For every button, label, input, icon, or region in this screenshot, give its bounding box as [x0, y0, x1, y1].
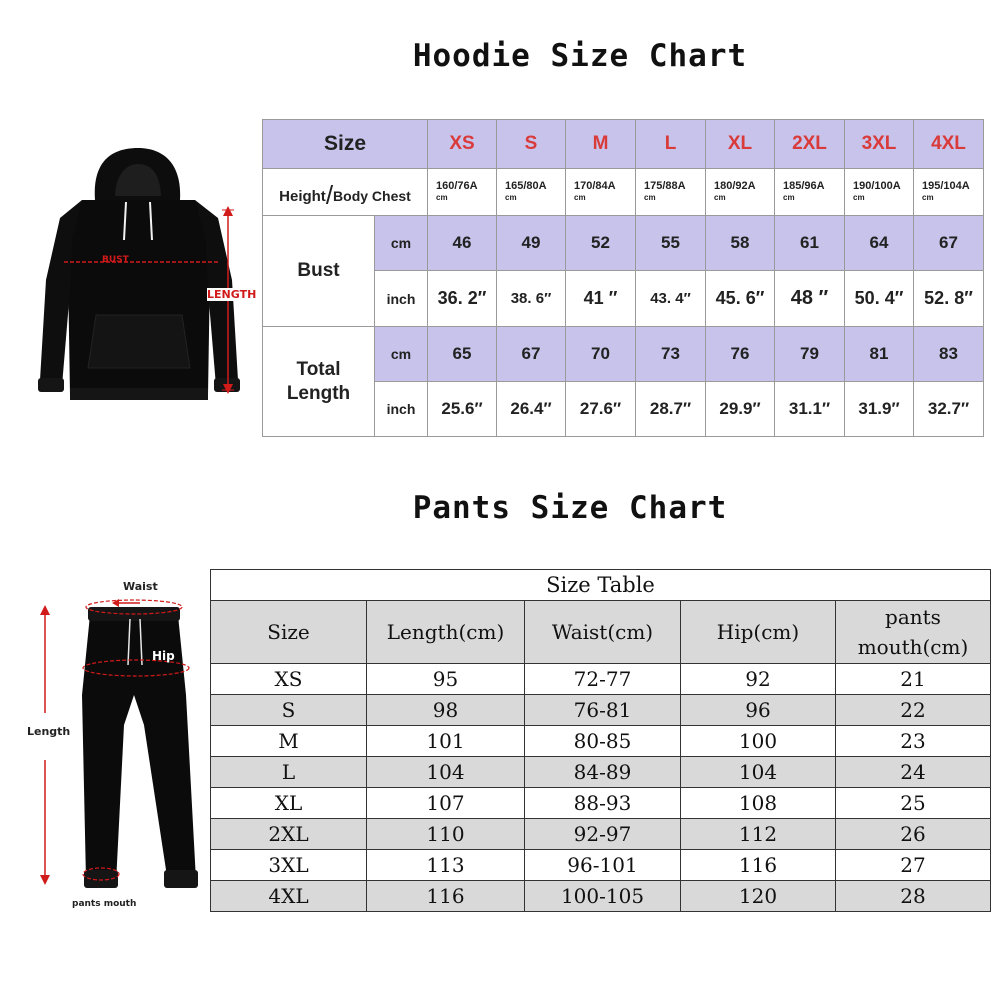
- hip-label: Hip: [152, 649, 175, 663]
- header-length: Length(cm): [367, 601, 525, 664]
- cell-waist: 100-105: [525, 881, 681, 912]
- cell-hip: 112: [681, 819, 836, 850]
- height-label: Height: [279, 187, 326, 205]
- bust-cm-value: 49: [497, 216, 566, 271]
- header-hip: Hip(cm): [681, 601, 836, 664]
- bust-cm-row: [263, 216, 984, 271]
- header-waist: Waist(cm): [525, 601, 681, 664]
- length-inch-value: 27.6″: [566, 382, 636, 437]
- length-cm-value: 76: [706, 327, 775, 382]
- cell-hip: 116: [681, 850, 836, 881]
- cell-mouth: 24: [836, 757, 991, 788]
- cell-hip: 104: [681, 757, 836, 788]
- cell-mouth: 26: [836, 819, 991, 850]
- length-cm-value: 65: [428, 327, 497, 382]
- length-inch-value: 29.9″: [706, 382, 775, 437]
- bust-cm-value: 46: [428, 216, 497, 271]
- cell-length: 95: [367, 664, 525, 695]
- pants-mouth-label: pants mouth: [72, 899, 137, 909]
- cell-waist: 72-77: [525, 664, 681, 695]
- size-xs: XS: [428, 120, 497, 169]
- cell-mouth: 23: [836, 726, 991, 757]
- table-row: [211, 819, 991, 850]
- bust-cm-value: 61: [775, 216, 845, 271]
- bust-cm-value: 67: [914, 216, 984, 271]
- cell-size: 3XL: [211, 850, 367, 881]
- total-length-line1: Total: [296, 358, 341, 380]
- cell-hip: 100: [681, 726, 836, 757]
- bust-label: BUST: [102, 255, 129, 265]
- height-chest-value: 185/96A cm: [775, 169, 845, 216]
- bust-inch-value: 38. 6″: [497, 271, 566, 327]
- cell-waist: 88-93: [525, 788, 681, 819]
- bust-cm-value: 52: [566, 216, 636, 271]
- length-label: LENGTH: [207, 288, 257, 301]
- length-inch-value: 31.1″: [775, 382, 845, 437]
- size-m: M: [566, 120, 636, 169]
- bust-inch-value: 45. 6″: [706, 271, 775, 327]
- bust-inch-value: 52. 8″: [914, 271, 984, 327]
- cell-hip: 120: [681, 881, 836, 912]
- length-cm-value: 70: [566, 327, 636, 382]
- height-chest-value: 190/100A cm: [845, 169, 914, 216]
- cell-waist: 92-97: [525, 819, 681, 850]
- bust-inch-unit: inch: [375, 271, 428, 327]
- bust-inch-value: 50. 4″: [845, 271, 914, 327]
- length-cm-value: 67: [497, 327, 566, 382]
- cell-waist: 76-81: [525, 695, 681, 726]
- bust-cm-unit: cm: [375, 216, 428, 271]
- size-header: Size: [263, 120, 428, 169]
- cell-size: 4XL: [211, 881, 367, 912]
- length-inch-value: 31.9″: [845, 382, 914, 437]
- size-3xl: 3XL: [845, 120, 914, 169]
- bust-cm-value: 55: [636, 216, 706, 271]
- hoodie-shape: [38, 148, 240, 400]
- pants-illustration: [20, 575, 210, 915]
- height-chest-value: 165/80A cm: [497, 169, 566, 216]
- cell-hip: 92: [681, 664, 836, 695]
- length-inch-value: 32.7″: [914, 382, 984, 437]
- cell-mouth: 22: [836, 695, 991, 726]
- cell-mouth: 21: [836, 664, 991, 695]
- length-inch-value: 25.6″: [428, 382, 497, 437]
- height-chest-value: 195/104A cm: [914, 169, 984, 216]
- pants-shape: [82, 599, 198, 888]
- cell-size: L: [211, 757, 367, 788]
- length-cm-unit: cm: [375, 327, 428, 382]
- pants-header-row: [211, 601, 991, 664]
- cell-length: 104: [367, 757, 525, 788]
- height-chest-value: 175/88A cm: [636, 169, 706, 216]
- pants-length-label: Length: [27, 725, 71, 738]
- hoodie-size-table: [262, 119, 984, 437]
- length-cm-value: 83: [914, 327, 984, 382]
- pants-caption-row: [211, 570, 991, 601]
- cell-size: XS: [211, 664, 367, 695]
- table-row: [211, 881, 991, 912]
- cell-size: XL: [211, 788, 367, 819]
- table-row: [211, 664, 991, 695]
- size-l: L: [636, 120, 706, 169]
- cell-hip: 108: [681, 788, 836, 819]
- height-chest-label: [263, 169, 428, 216]
- bust-label-cell: Bust: [263, 216, 375, 327]
- cell-length: 116: [367, 881, 525, 912]
- cell-waist: 84-89: [525, 757, 681, 788]
- hoodie-size-header-row: [263, 120, 984, 169]
- cell-size: S: [211, 695, 367, 726]
- size-s: S: [497, 120, 566, 169]
- cell-mouth: 27: [836, 850, 991, 881]
- cell-mouth: 25: [836, 788, 991, 819]
- bust-cm-value: 64: [845, 216, 914, 271]
- length-inch-unit: inch: [375, 382, 428, 437]
- bust-inch-value: 41 ″: [566, 271, 636, 327]
- cell-size: 2XL: [211, 819, 367, 850]
- length-inch-value: 26.4″: [497, 382, 566, 437]
- cell-waist: 96-101: [525, 850, 681, 881]
- cell-length: 98: [367, 695, 525, 726]
- pants-chart-title: Pants Size Chart: [412, 490, 728, 526]
- height-chest-value: 160/76A cm: [428, 169, 497, 216]
- header-size: Size: [211, 601, 367, 664]
- slash-label: /: [325, 179, 334, 210]
- cell-length: 113: [367, 850, 525, 881]
- bust-inch-value: 43. 4″: [636, 271, 706, 327]
- length-cm-row: [263, 327, 984, 382]
- size-4xl: 4XL: [914, 120, 984, 169]
- table-row: [211, 757, 991, 788]
- cell-length: 101: [367, 726, 525, 757]
- bust-cm-value: 58: [706, 216, 775, 271]
- size-table-caption: Size Table: [211, 570, 991, 601]
- header-pants-mouth: pants mouth(cm): [836, 601, 991, 664]
- length-cm-value: 79: [775, 327, 845, 382]
- table-row: [211, 695, 991, 726]
- height-chest-value: 180/92A cm: [706, 169, 775, 216]
- height-chest-row: [263, 169, 984, 216]
- pants-length-arrow: [40, 605, 50, 885]
- bust-inch-value: 48 ″: [775, 271, 845, 327]
- total-length-line2: Length: [286, 382, 351, 404]
- cell-waist: 80-85: [525, 726, 681, 757]
- cell-mouth: 28: [836, 881, 991, 912]
- cell-size: M: [211, 726, 367, 757]
- cell-length: 110: [367, 819, 525, 850]
- length-cm-value: 73: [636, 327, 706, 382]
- length-inch-value: 28.7″: [636, 382, 706, 437]
- bust-inch-value: 36. 2″: [428, 271, 497, 327]
- hoodie-illustration: [20, 140, 260, 415]
- body-chest-label: Body Chest: [333, 187, 411, 204]
- table-row: [211, 726, 991, 757]
- waist-label: Waist: [123, 580, 158, 593]
- hoodie-chart-title: Hoodie Size Chart: [412, 38, 748, 74]
- table-row: [211, 850, 991, 881]
- pants-size-table: [210, 569, 991, 912]
- cell-length: 107: [367, 788, 525, 819]
- length-cm-value: 81: [845, 327, 914, 382]
- height-chest-value: 170/84A cm: [566, 169, 636, 216]
- table-row: [211, 788, 991, 819]
- size-xl: XL: [706, 120, 775, 169]
- cell-hip: 96: [681, 695, 836, 726]
- size-2xl: 2XL: [775, 120, 845, 169]
- total-length-label-cell: [263, 327, 375, 437]
